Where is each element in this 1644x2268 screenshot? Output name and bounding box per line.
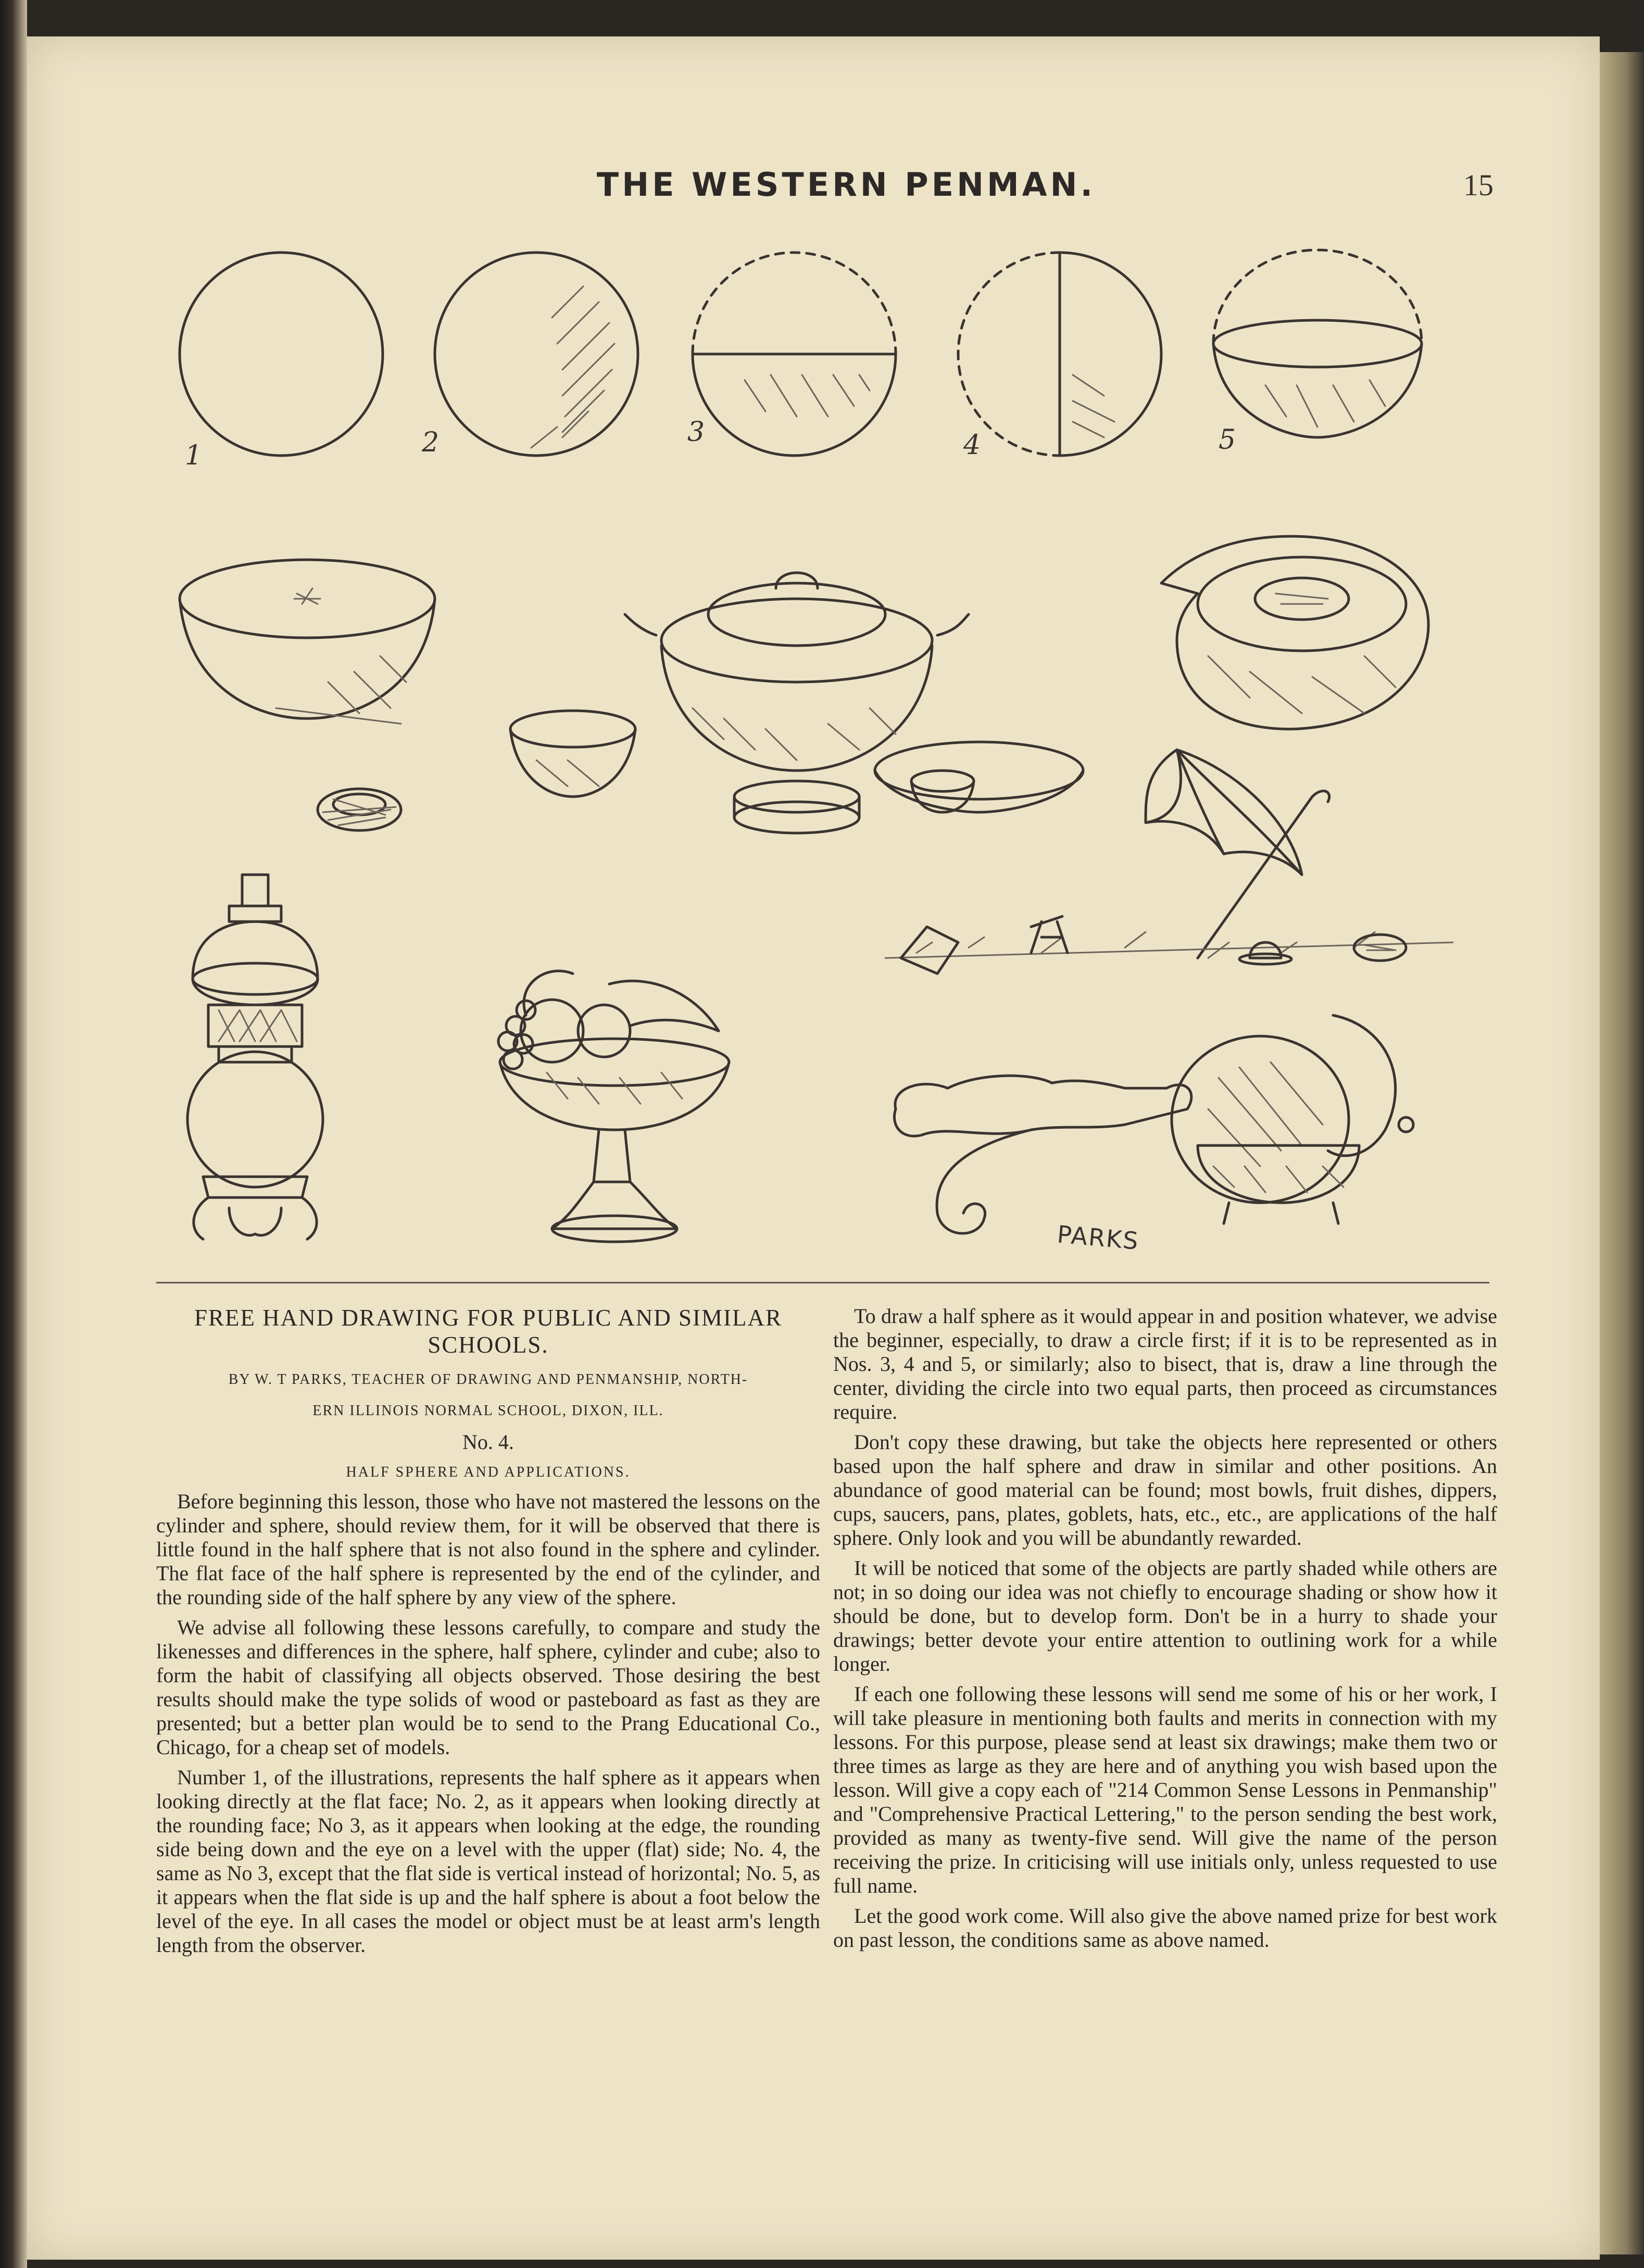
figure-5-flat-side-up bbox=[1203, 245, 1432, 463]
article-right-column bbox=[833, 1304, 1497, 1958]
byline-line-1: BY W. T PARKS, TEACHER OF DRAWING AND PENMANSHIP, NORTH- bbox=[228, 1371, 748, 1388]
figure-3-edge-view bbox=[682, 245, 906, 463]
apple-half-drawing bbox=[1146, 526, 1442, 745]
book-spine bbox=[0, 0, 27, 2268]
article-left-column bbox=[156, 1304, 820, 1963]
byline-line-2: ERN ILLINOIS NORMAL SCHOOL, DIXON, ILL. bbox=[312, 1403, 664, 1419]
page-number: 15 bbox=[1463, 168, 1494, 202]
artist-signature: PARKS bbox=[1056, 1220, 1140, 1255]
figure-number-4: 4 bbox=[963, 430, 981, 461]
figure-1-flat-face bbox=[172, 245, 396, 463]
cut-fruit-half-drawing bbox=[172, 552, 443, 739]
figure-number-5: 5 bbox=[1219, 424, 1236, 456]
figure-number-3: 3 bbox=[687, 417, 705, 448]
paragraph: Number 1, of the illustrations, represents the half sphere as it appears when looking directly at the flat face; No. 2, as it appears when looking directly at the rounding face; No 3, as it appears when looking at the edge, the rounding side being down and the eye on a level with the upper (flat) side; No. 4, the same as No 3, except that the flat side is vertical instead of horizontal; No. 5, as it appears when the flat side is up and the half sphere is about a foot below the level of the eye. In all cases the model or object must be at least arm's length length from the observer. bbox=[156, 1766, 820, 1957]
figure-number-2: 2 bbox=[422, 427, 440, 458]
paragraph: We advise all following these lessons carefully, to compare and study the likenesses and differences in the sphere, half sphere, cylinder and cube; also to form the habit of classifying all objects observed. Those desiring the best results should make the type solids of wood or pasteboard as fast as they are presented; but a better plan would be to send to the Prang Educational Co., Chicago, for a cheap set of models. bbox=[156, 1616, 820, 1759]
page-edge bbox=[1600, 52, 1644, 2254]
paragraph: It will be noticed that some of the objects are partly shaded while others are not; in so doing our idea was not chiefly to encourage shading or show how it should be done, but to develop form. Don't be in a hurry to shade your drawings; better devote your entire attention to outlining work for a while longer. bbox=[833, 1556, 1497, 1675]
birds-nest-drawing bbox=[307, 776, 411, 843]
running-header: THE WESTERN PENMAN. bbox=[596, 166, 1096, 204]
paragraph: Don't copy these drawing, but take the objects here represented or others based upon the half sphere and draw in similar and other positions. An abundance of good material can be found; most bowls, fruit dishes, dippers, cups, saucers, pans, plates, goblets, hats, etc., etc., are applications of the half sphere. Only look and you will be abundantly rewarded. bbox=[833, 1430, 1497, 1549]
figure-4-vertical-flat-side bbox=[948, 245, 1172, 463]
figure-number-1: 1 bbox=[185, 440, 203, 471]
nut-cracker-drawing bbox=[875, 1015, 1416, 1265]
paragraph: To draw a half sphere as it would appear in and position whatever, we advise the beginner, especially, to draw a circle first; if it is to be represented as in Nos. 3, 4 and 5, or similarly; also to bisect, that is, draw a line through the center, dividing the circle into two equal parts, then proceed as circumstances require. bbox=[833, 1304, 1497, 1423]
section-divider bbox=[156, 1282, 1489, 1283]
paragraph: Let the good work come. Will also give the above named prize for best work on past lesson, the conditions same as above named. bbox=[833, 1904, 1497, 1951]
paragraph: Before beginning this lesson, those who have not mastered the lessons on the cylinder and sphere, should review them, for it will be observed that there is little found in the half sphere that is not also found in the sphere and cylinder. The flat face of the half sphere is represented by the end of the cylinder, and the rounding side of the half sphere by any view of the sphere. bbox=[156, 1490, 820, 1609]
figure-2-rounding-face bbox=[427, 245, 651, 463]
fruit-dish-drawing bbox=[474, 953, 755, 1260]
oil-lamp-drawing bbox=[172, 875, 338, 1260]
article-title: FREE HAND DRAWING FOR PUBLIC AND SIMILAR SCHOOLS. bbox=[194, 1305, 782, 1358]
lesson-subhead: HALF SPHERE AND APPLICATIONS. bbox=[346, 1464, 631, 1480]
lesson-number: No. 4. bbox=[462, 1430, 514, 1454]
paragraph: If each one following these lessons will send me some of his or her work, I will take pleasure in mentioning both faults and merits in connection with my lessons. For this purpose, please send at least six drawings; make them two or three times as large as they are here and of anything you wish based upon the lesson. Will give a copy each of "214 Common Sense Lessons in Penmanship" and "Comprehensive Practical Lettering," to the person sending the best work, provided as many as twenty-five send. Will give the name of the person receiving the prize. In criticising will use initials only, unless requested to use full name. bbox=[833, 1682, 1497, 1897]
umbrella-beach-scene-drawing bbox=[885, 739, 1453, 1010]
